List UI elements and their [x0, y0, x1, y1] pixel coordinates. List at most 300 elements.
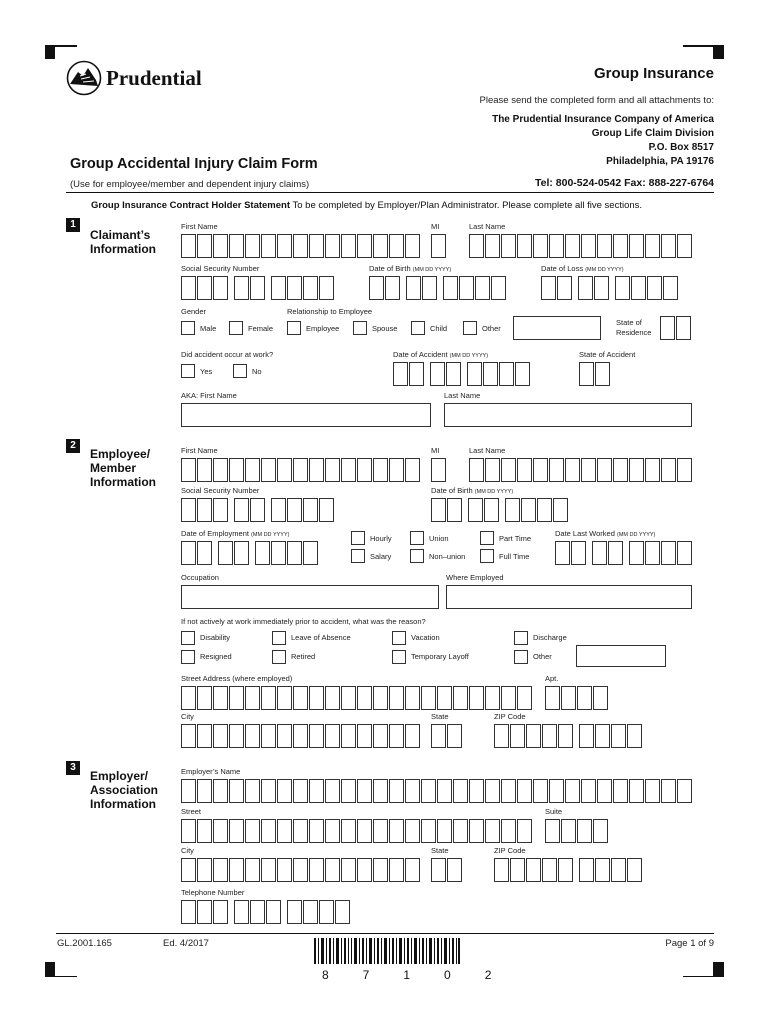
char-cell[interactable] — [341, 819, 356, 843]
char-cell[interactable] — [421, 686, 436, 710]
char-cell[interactable] — [213, 276, 228, 300]
char-cell[interactable] — [505, 498, 520, 522]
char-cell[interactable] — [293, 724, 308, 748]
char-cell[interactable] — [335, 900, 350, 924]
char-cell[interactable] — [483, 362, 498, 386]
char-cell[interactable] — [277, 458, 292, 482]
s1-dob-cells[interactable] — [369, 276, 507, 300]
char-cell[interactable] — [271, 541, 286, 565]
char-cell[interactable] — [501, 458, 516, 482]
s3-city-cells[interactable] — [181, 858, 421, 882]
char-cell[interactable] — [287, 900, 302, 924]
char-cell[interactable] — [213, 458, 228, 482]
char-cell[interactable] — [611, 724, 626, 748]
char-cell[interactable] — [319, 900, 334, 924]
last-worked-cells[interactable] — [555, 541, 693, 565]
char-cell[interactable] — [229, 458, 244, 482]
char-cell[interactable] — [277, 234, 292, 258]
char-cell[interactable] — [393, 362, 408, 386]
char-cell[interactable] — [469, 458, 484, 482]
char-cell[interactable] — [389, 458, 404, 482]
child-checkbox[interactable] — [411, 321, 425, 335]
char-cell[interactable] — [663, 276, 678, 300]
char-cell[interactable] — [389, 779, 404, 803]
char-cell[interactable] — [594, 276, 609, 300]
char-cell[interactable] — [613, 779, 628, 803]
s1-first-name-cells[interactable] — [181, 234, 421, 258]
char-cell[interactable] — [517, 234, 532, 258]
char-cell[interactable] — [197, 276, 212, 300]
char-cell[interactable] — [501, 779, 516, 803]
char-cell[interactable] — [373, 779, 388, 803]
char-cell[interactable] — [405, 686, 420, 710]
char-cell[interactable] — [277, 819, 292, 843]
temp-layoff-checkbox[interactable] — [392, 650, 406, 664]
char-cell[interactable] — [661, 541, 676, 565]
char-cell[interactable] — [357, 858, 372, 882]
char-cell[interactable] — [533, 234, 548, 258]
char-cell[interactable] — [437, 686, 452, 710]
part-time-checkbox[interactable] — [480, 531, 494, 545]
char-cell[interactable] — [213, 858, 228, 882]
char-cell[interactable] — [261, 858, 276, 882]
char-cell[interactable] — [517, 458, 532, 482]
char-cell[interactable] — [611, 858, 626, 882]
char-cell[interactable] — [660, 316, 675, 340]
char-cell[interactable] — [389, 819, 404, 843]
char-cell[interactable] — [369, 276, 384, 300]
char-cell[interactable] — [608, 541, 623, 565]
char-cell[interactable] — [277, 858, 292, 882]
char-cell[interactable] — [501, 234, 516, 258]
char-cell[interactable] — [213, 819, 228, 843]
char-cell[interactable] — [309, 858, 324, 882]
char-cell[interactable] — [325, 234, 340, 258]
char-cell[interactable] — [405, 779, 420, 803]
char-cell[interactable] — [615, 276, 630, 300]
char-cell[interactable] — [677, 541, 692, 565]
char-cell[interactable] — [325, 779, 340, 803]
at-work-no-checkbox[interactable] — [233, 364, 247, 378]
char-cell[interactable] — [245, 234, 260, 258]
char-cell[interactable] — [245, 724, 260, 748]
char-cell[interactable] — [229, 858, 244, 882]
char-cell[interactable] — [197, 498, 212, 522]
char-cell[interactable] — [245, 458, 260, 482]
s3-street-cells[interactable] — [181, 819, 533, 843]
char-cell[interactable] — [501, 686, 516, 710]
male-checkbox[interactable] — [181, 321, 195, 335]
at-work-yes-checkbox[interactable] — [181, 364, 195, 378]
char-cell[interactable] — [181, 686, 196, 710]
char-cell[interactable] — [385, 276, 400, 300]
other-reason-checkbox[interactable] — [514, 650, 528, 664]
s2-mi-cell[interactable] — [431, 458, 447, 482]
char-cell[interactable] — [261, 724, 276, 748]
char-cell[interactable] — [229, 234, 244, 258]
char-cell[interactable] — [234, 900, 249, 924]
state-accident-cells[interactable] — [579, 362, 611, 386]
char-cell[interactable] — [213, 234, 228, 258]
char-cell[interactable] — [287, 498, 302, 522]
char-cell[interactable] — [494, 858, 509, 882]
char-cell[interactable] — [437, 779, 452, 803]
char-cell[interactable] — [555, 541, 570, 565]
char-cell[interactable] — [485, 819, 500, 843]
char-cell[interactable] — [181, 819, 196, 843]
char-cell[interactable] — [341, 858, 356, 882]
char-cell[interactable] — [515, 362, 530, 386]
char-cell[interactable] — [197, 724, 212, 748]
char-cell[interactable] — [181, 458, 196, 482]
s2-dob-cells[interactable] — [431, 498, 569, 522]
char-cell[interactable] — [405, 858, 420, 882]
char-cell[interactable] — [293, 234, 308, 258]
char-cell[interactable] — [565, 234, 580, 258]
char-cell[interactable] — [373, 724, 388, 748]
char-cell[interactable] — [373, 819, 388, 843]
char-cell[interactable] — [357, 458, 372, 482]
char-cell[interactable] — [537, 498, 552, 522]
char-cell[interactable] — [261, 234, 276, 258]
char-cell[interactable] — [266, 900, 281, 924]
s1-dol-cells[interactable] — [541, 276, 679, 300]
char-cell[interactable] — [287, 276, 302, 300]
char-cell[interactable] — [341, 724, 356, 748]
char-cell[interactable] — [553, 498, 568, 522]
char-cell[interactable] — [579, 858, 594, 882]
char-cell[interactable] — [389, 686, 404, 710]
char-cell[interactable] — [271, 498, 286, 522]
char-cell[interactable] — [303, 900, 318, 924]
char-cell[interactable] — [453, 686, 468, 710]
char-cell[interactable] — [561, 819, 576, 843]
char-cell[interactable] — [542, 724, 557, 748]
char-cell[interactable] — [491, 276, 506, 300]
char-cell[interactable] — [645, 779, 660, 803]
salary-checkbox[interactable] — [351, 549, 365, 563]
char-cell[interactable] — [405, 724, 420, 748]
s2-first-name-cells[interactable] — [181, 458, 421, 482]
char-cell[interactable] — [581, 458, 596, 482]
char-cell[interactable] — [309, 724, 324, 748]
char-cell[interactable] — [357, 234, 372, 258]
char-cell[interactable] — [197, 900, 212, 924]
char-cell[interactable] — [453, 779, 468, 803]
char-cell[interactable] — [181, 234, 196, 258]
char-cell[interactable] — [494, 724, 509, 748]
char-cell[interactable] — [229, 779, 244, 803]
telephone-cells[interactable] — [181, 900, 351, 924]
char-cell[interactable] — [430, 362, 445, 386]
char-cell[interactable] — [517, 779, 532, 803]
char-cell[interactable] — [437, 819, 452, 843]
char-cell[interactable] — [579, 724, 594, 748]
char-cell[interactable] — [293, 458, 308, 482]
char-cell[interactable] — [517, 819, 532, 843]
char-cell[interactable] — [325, 724, 340, 748]
char-cell[interactable] — [579, 362, 594, 386]
char-cell[interactable] — [181, 541, 196, 565]
char-cell[interactable] — [469, 686, 484, 710]
apt-cells[interactable] — [545, 686, 609, 710]
char-cell[interactable] — [309, 458, 324, 482]
char-cell[interactable] — [303, 498, 318, 522]
resigned-checkbox[interactable] — [181, 650, 195, 664]
char-cell[interactable] — [245, 686, 260, 710]
where-employed-input[interactable] — [446, 585, 692, 609]
char-cell[interactable] — [676, 316, 691, 340]
char-cell[interactable] — [542, 858, 557, 882]
char-cell[interactable] — [459, 276, 474, 300]
char-cell[interactable] — [533, 779, 548, 803]
char-cell[interactable] — [250, 498, 265, 522]
char-cell[interactable] — [467, 362, 482, 386]
char-cell[interactable] — [245, 819, 260, 843]
char-cell[interactable] — [565, 779, 580, 803]
char-cell[interactable] — [431, 234, 446, 258]
char-cell[interactable] — [571, 541, 586, 565]
char-cell[interactable] — [197, 779, 212, 803]
char-cell[interactable] — [661, 234, 676, 258]
other-relationship-input[interactable] — [513, 316, 601, 340]
s1-mi-cell[interactable] — [431, 234, 447, 258]
discharge-checkbox[interactable] — [514, 631, 528, 645]
char-cell[interactable] — [677, 779, 692, 803]
leave-checkbox[interactable] — [272, 631, 286, 645]
char-cell[interactable] — [250, 276, 265, 300]
char-cell[interactable] — [431, 724, 446, 748]
char-cell[interactable] — [526, 724, 541, 748]
char-cell[interactable] — [406, 276, 421, 300]
char-cell[interactable] — [469, 234, 484, 258]
union-checkbox[interactable] — [410, 531, 424, 545]
retired-checkbox[interactable] — [272, 650, 286, 664]
char-cell[interactable] — [545, 819, 560, 843]
char-cell[interactable] — [677, 458, 692, 482]
full-time-checkbox[interactable] — [480, 549, 494, 563]
char-cell[interactable] — [303, 541, 318, 565]
char-cell[interactable] — [389, 858, 404, 882]
char-cell[interactable] — [341, 458, 356, 482]
char-cell[interactable] — [181, 779, 196, 803]
disability-checkbox[interactable] — [181, 631, 195, 645]
state-residence-cells[interactable] — [660, 316, 692, 340]
char-cell[interactable] — [409, 362, 424, 386]
char-cell[interactable] — [229, 686, 244, 710]
char-cell[interactable] — [510, 724, 525, 748]
char-cell[interactable] — [597, 779, 612, 803]
char-cell[interactable] — [309, 819, 324, 843]
char-cell[interactable] — [578, 276, 593, 300]
date-accident-cells[interactable] — [393, 362, 531, 386]
char-cell[interactable] — [629, 541, 644, 565]
char-cell[interactable] — [197, 234, 212, 258]
char-cell[interactable] — [181, 858, 196, 882]
s1-last-name-cells[interactable] — [469, 234, 693, 258]
char-cell[interactable] — [245, 858, 260, 882]
other-relationship-checkbox[interactable] — [463, 321, 477, 335]
char-cell[interactable] — [287, 541, 302, 565]
char-cell[interactable] — [325, 819, 340, 843]
char-cell[interactable] — [453, 819, 468, 843]
char-cell[interactable] — [261, 686, 276, 710]
char-cell[interactable] — [234, 498, 249, 522]
char-cell[interactable] — [341, 686, 356, 710]
s2-ssn-cells[interactable] — [181, 498, 335, 522]
char-cell[interactable] — [357, 686, 372, 710]
char-cell[interactable] — [373, 234, 388, 258]
char-cell[interactable] — [521, 498, 536, 522]
char-cell[interactable] — [485, 779, 500, 803]
char-cell[interactable] — [501, 819, 516, 843]
char-cell[interactable] — [357, 779, 372, 803]
char-cell[interactable] — [468, 498, 483, 522]
s3-state-cells[interactable] — [431, 858, 463, 882]
char-cell[interactable] — [405, 819, 420, 843]
char-cell[interactable] — [592, 541, 607, 565]
char-cell[interactable] — [197, 541, 212, 565]
char-cell[interactable] — [213, 686, 228, 710]
non-union-checkbox[interactable] — [410, 549, 424, 563]
char-cell[interactable] — [422, 276, 437, 300]
char-cell[interactable] — [629, 458, 644, 482]
char-cell[interactable] — [293, 819, 308, 843]
hourly-checkbox[interactable] — [351, 531, 365, 545]
char-cell[interactable] — [197, 458, 212, 482]
char-cell[interactable] — [261, 779, 276, 803]
char-cell[interactable] — [443, 276, 458, 300]
char-cell[interactable] — [245, 779, 260, 803]
char-cell[interactable] — [485, 458, 500, 482]
char-cell[interactable] — [577, 819, 592, 843]
char-cell[interactable] — [485, 234, 500, 258]
char-cell[interactable] — [213, 900, 228, 924]
char-cell[interactable] — [181, 724, 196, 748]
char-cell[interactable] — [373, 858, 388, 882]
char-cell[interactable] — [309, 686, 324, 710]
char-cell[interactable] — [485, 686, 500, 710]
char-cell[interactable] — [405, 458, 420, 482]
other-reason-input[interactable] — [576, 645, 666, 667]
char-cell[interactable] — [549, 234, 564, 258]
char-cell[interactable] — [303, 276, 318, 300]
char-cell[interactable] — [271, 276, 286, 300]
char-cell[interactable] — [277, 724, 292, 748]
char-cell[interactable] — [510, 858, 525, 882]
char-cell[interactable] — [549, 779, 564, 803]
char-cell[interactable] — [613, 458, 628, 482]
char-cell[interactable] — [645, 234, 660, 258]
char-cell[interactable] — [595, 724, 610, 748]
char-cell[interactable] — [373, 458, 388, 482]
char-cell[interactable] — [581, 779, 596, 803]
char-cell[interactable] — [197, 858, 212, 882]
char-cell[interactable] — [197, 686, 212, 710]
char-cell[interactable] — [629, 234, 644, 258]
char-cell[interactable] — [558, 858, 573, 882]
s2-state-cells[interactable] — [431, 724, 463, 748]
char-cell[interactable] — [325, 458, 340, 482]
char-cell[interactable] — [661, 458, 676, 482]
char-cell[interactable] — [405, 234, 420, 258]
char-cell[interactable] — [595, 362, 610, 386]
spouse-checkbox[interactable] — [353, 321, 367, 335]
char-cell[interactable] — [446, 362, 461, 386]
char-cell[interactable] — [325, 686, 340, 710]
char-cell[interactable] — [447, 724, 462, 748]
street-address-cells[interactable] — [181, 686, 533, 710]
char-cell[interactable] — [319, 498, 334, 522]
char-cell[interactable] — [561, 686, 576, 710]
aka-first-input[interactable] — [181, 403, 431, 427]
char-cell[interactable] — [197, 819, 212, 843]
char-cell[interactable] — [469, 819, 484, 843]
char-cell[interactable] — [557, 276, 572, 300]
char-cell[interactable] — [627, 858, 642, 882]
char-cell[interactable] — [593, 819, 608, 843]
char-cell[interactable] — [213, 724, 228, 748]
char-cell[interactable] — [541, 276, 556, 300]
char-cell[interactable] — [309, 779, 324, 803]
char-cell[interactable] — [629, 779, 644, 803]
char-cell[interactable] — [484, 498, 499, 522]
char-cell[interactable] — [549, 458, 564, 482]
char-cell[interactable] — [431, 458, 446, 482]
char-cell[interactable] — [447, 858, 462, 882]
s2-last-name-cells[interactable] — [469, 458, 693, 482]
char-cell[interactable] — [218, 541, 233, 565]
char-cell[interactable] — [357, 819, 372, 843]
char-cell[interactable] — [229, 724, 244, 748]
char-cell[interactable] — [431, 498, 446, 522]
char-cell[interactable] — [181, 498, 196, 522]
vacation-checkbox[interactable] — [392, 631, 406, 645]
char-cell[interactable] — [645, 541, 660, 565]
char-cell[interactable] — [661, 779, 676, 803]
char-cell[interactable] — [234, 541, 249, 565]
char-cell[interactable] — [389, 724, 404, 748]
char-cell[interactable] — [447, 498, 462, 522]
char-cell[interactable] — [421, 819, 436, 843]
s2-zip-cells[interactable] — [494, 724, 643, 748]
char-cell[interactable] — [341, 779, 356, 803]
char-cell[interactable] — [293, 779, 308, 803]
char-cell[interactable] — [431, 858, 446, 882]
s1-ssn-cells[interactable] — [181, 276, 335, 300]
aka-last-input[interactable] — [444, 403, 692, 427]
char-cell[interactable] — [319, 276, 334, 300]
char-cell[interactable] — [277, 779, 292, 803]
char-cell[interactable] — [677, 234, 692, 258]
char-cell[interactable] — [341, 234, 356, 258]
suite-cells[interactable] — [545, 819, 609, 843]
char-cell[interactable] — [517, 686, 532, 710]
char-cell[interactable] — [261, 819, 276, 843]
char-cell[interactable] — [389, 234, 404, 258]
occupation-input[interactable] — [181, 585, 439, 609]
char-cell[interactable] — [181, 276, 196, 300]
char-cell[interactable] — [325, 858, 340, 882]
char-cell[interactable] — [499, 362, 514, 386]
char-cell[interactable] — [261, 458, 276, 482]
s2-city-cells[interactable] — [181, 724, 421, 748]
char-cell[interactable] — [565, 458, 580, 482]
char-cell[interactable] — [293, 858, 308, 882]
char-cell[interactable] — [581, 234, 596, 258]
char-cell[interactable] — [631, 276, 646, 300]
char-cell[interactable] — [357, 724, 372, 748]
